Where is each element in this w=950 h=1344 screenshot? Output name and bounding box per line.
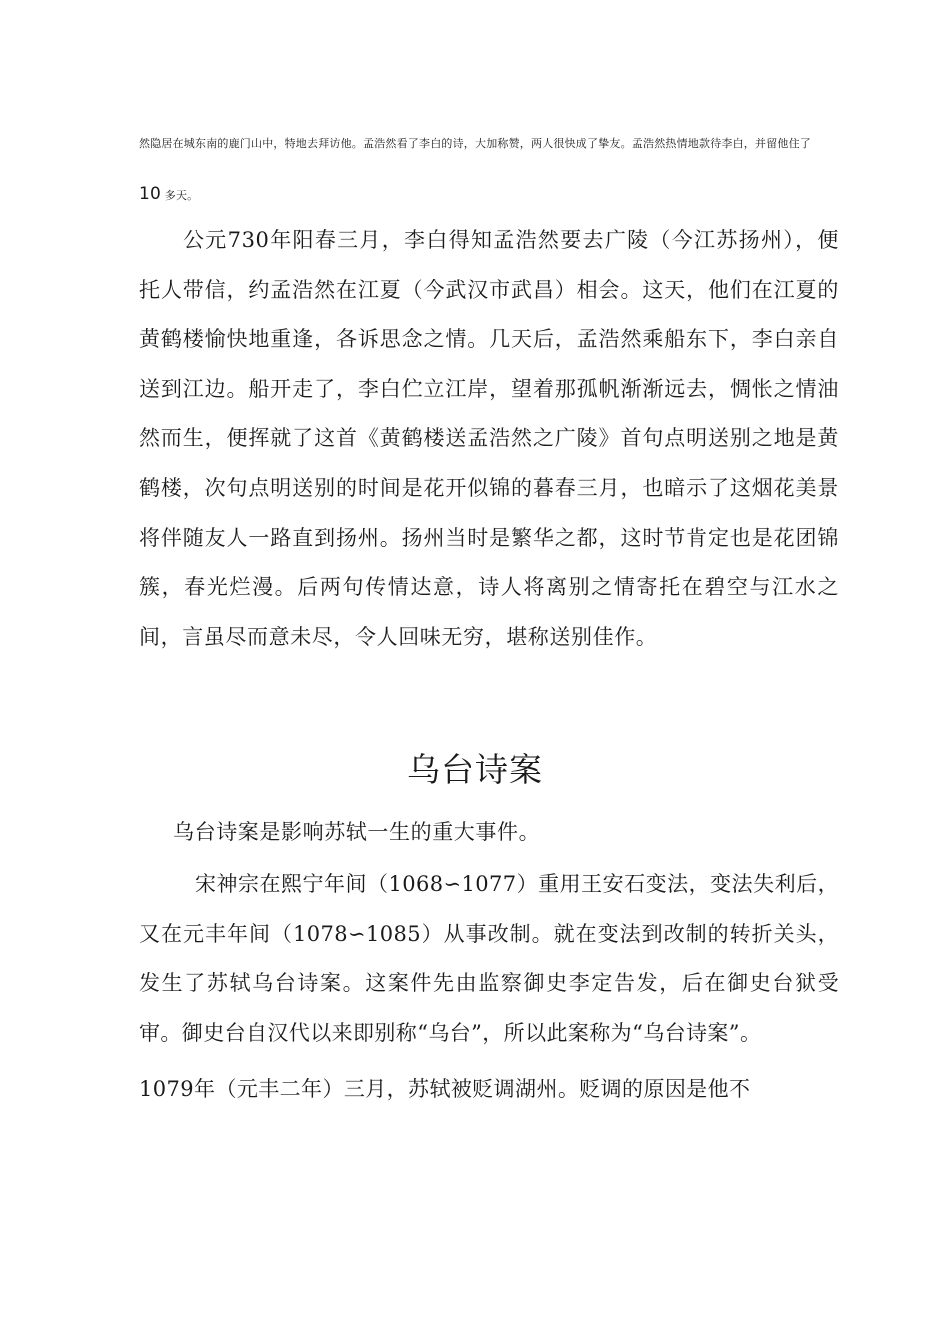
intro-paragraph: 乌台诗案是影响苏轼一生的重大事件。 — [173, 820, 541, 844]
small-text-paragraph — [139, 118, 819, 221]
section-title: 乌台诗案 — [407, 750, 543, 789]
body-paragraph-song-shenzong: 宋神宗在熙宁年间（1068∽1077）重用王安石变法，变法失利后，又在元丰年间（1078∽1085）从事改制。就在变法到改制的转折关头，发生了苏轼乌台诗案。这案件先由监察御史李定告发，后在御史台狱受审。御史台自汉代以来即别称“乌台”，所以此案称为“乌台诗案”。 — [139, 872, 839, 1045]
small-para-end: 多天。 — [164, 189, 199, 202]
body-paragraph-li-bai: 公元730年阳春三月，李白得知孟浩然要去广陵（今江苏扬州），便托人带信，约孟浩然在江夏（今武汉市武昌）相会。这天，他们在江夏的黄鹤楼愉快地重逢，各诉思念之情。几天后，孟浩然乘船东下，李白亲自送到江边。船开走了，李白伫立江岸，望着那孤帆渐渐远去，惆怅之情油然而生，便挥就了这首《黄鹤楼送孟浩然之广陵》首句点明送别之地是黄鹤楼，次句点明送别的时间是花开似锦的暮春三月，也暗示了这烟花美景将伴随友人一路直到扬州。扬州当时是繁华之都，这时节肯定也是花团锦簇，春光烂漫。后两句传情达意，诗人将离别之情寄托在碧空与江水之间，言虽尽而意未尽，令人回味无穷，堪称送别佳作。 — [139, 228, 839, 649]
small-para-text: 然隐居在城东南的鹿门山中，特地去拜访他。孟浩然看了李白的诗，大加称赞，两人很快成了挚友。孟浩然热情地款待李白，并留他住了 — [139, 137, 811, 150]
body-paragraph-1079: 1079年（元丰二年）三月，苏轼被贬调湖州。贬调的原因是他不 — [139, 1077, 751, 1101]
small-para-number: 10 — [139, 184, 162, 204]
